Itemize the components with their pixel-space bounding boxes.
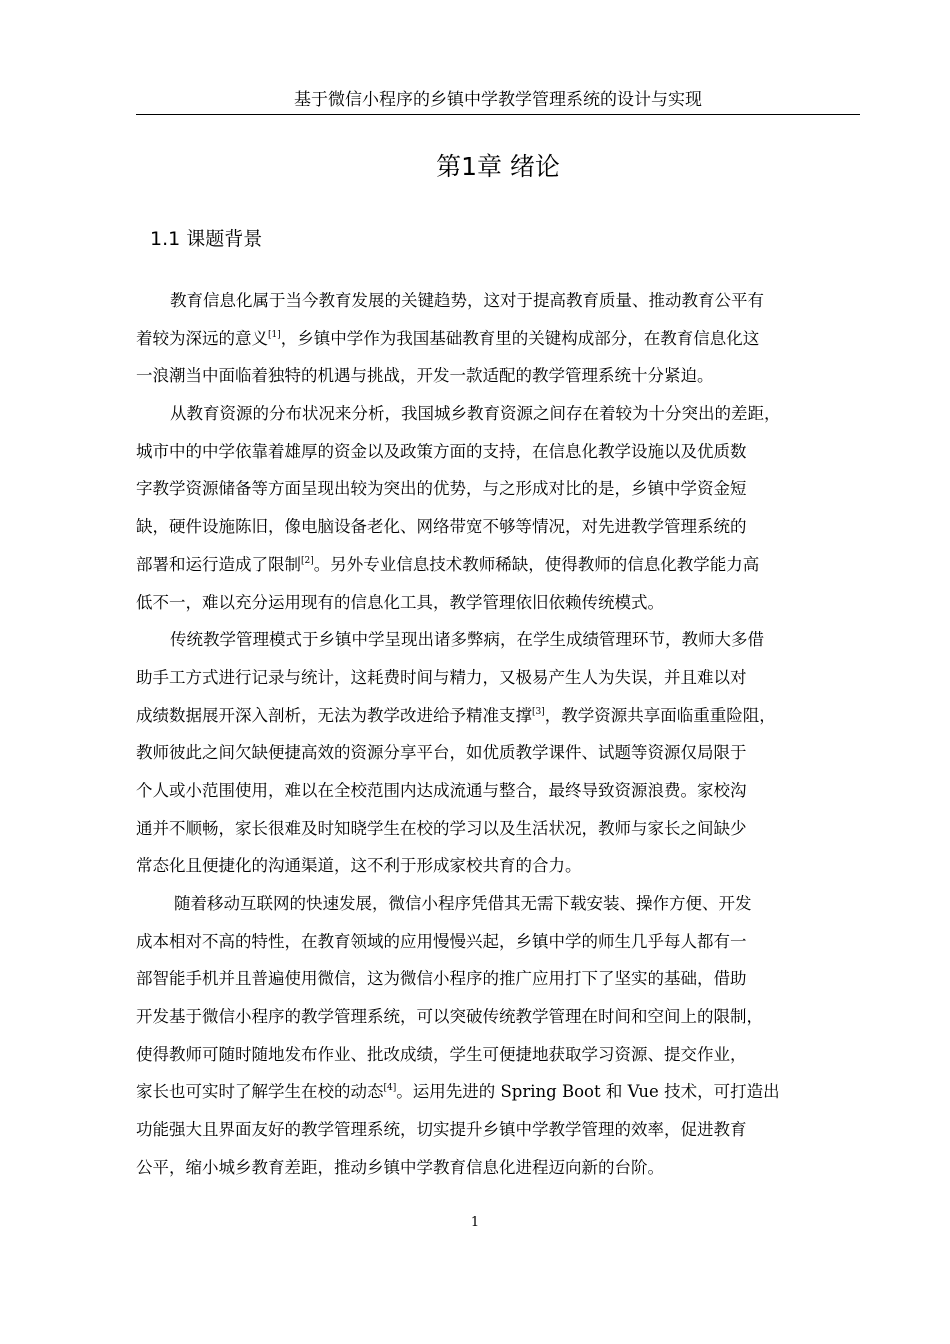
paragraph-line: 部智能手机并且普遍使用微信，这为微信小程序的推广应用打下了坚实的基础，借助 xyxy=(136,969,747,989)
paragraph-line: 成本相对不高的特性，在教育领域的应用慢慢兴起，乡镇中学的师生几乎每人都有一 xyxy=(136,931,747,951)
citation-ref: [2] xyxy=(301,555,314,566)
paragraph-line: 开发基于微信小程序的教学管理系统，可以突破传统教学管理在时间和空间上的限制， xyxy=(136,1007,763,1027)
paragraph-line: 功能强大且界面友好的教学管理系统，切实提升乡镇中学教学管理的效率，促进教育 xyxy=(136,1120,747,1140)
paragraph-line: 成绩数据展开深入剖析，无法为教学改进给予精准支撑[3]，教学资源共享面临重重险阻， xyxy=(136,705,776,725)
citation-ref: [3] xyxy=(532,706,545,717)
paragraph-line: 着较为深远的意义[1]，乡镇中学作为我国基础教育里的关键构成部分，在教育信息化这 xyxy=(136,328,760,348)
paragraph-line: 使得教师可随时随地发布作业、批改成绩，学生可便捷地获取学习资源、提交作业， xyxy=(136,1044,747,1064)
paragraph-line: 助手工方式进行记录与统计，这耗费时间与精力，又极易产生人为失误，并且难以对 xyxy=(136,667,747,687)
paragraph-line: 公平，缩小城乡教育差距，推动乡镇中学教育信息化进程迈向新的台阶。 xyxy=(136,1157,664,1177)
citation-ref: [4] xyxy=(383,1083,397,1094)
page-number: 1 xyxy=(470,1215,480,1230)
paragraph-line: 教师彼此之间欠缺便捷高效的资源分享平台，如优质教学课件、试题等资源仅局限于 xyxy=(136,743,747,763)
paragraph-line: 个人或小范围使用，难以在全校范围内达成流通与整合，最终导致资源浪费。家校沟 xyxy=(136,780,747,800)
running-header: 基于微信小程序的乡镇中学教学管理系统的设计与实现 xyxy=(294,90,702,110)
paragraph-line: 部署和运行造成了限制[2]。另外专业信息技术教师稀缺，使得教师的信息化教学能力高 xyxy=(136,554,760,574)
paragraph-line: 通并不顺畅，家长很难及时知晓学生在校的学习以及生活状况，教师与家长之间缺少 xyxy=(136,818,747,838)
paragraph-line: 一浪潮当中面临着独特的机遇与挑战，开发一款适配的教学管理系统十分紧迫。 xyxy=(136,366,714,386)
paragraph-line: 低不一，难以充分运用现有的信息化工具，教学管理依旧依赖传统模式。 xyxy=(136,592,664,612)
paragraph-line: 常态化且便捷化的沟通渠道，这不利于形成家校共育的合力。 xyxy=(136,856,582,876)
body-text xyxy=(136,282,862,1187)
paragraph-line: 缺，硬件设施陈旧，像电脑设备老化、网络带宽不够等情况，对先进教学管理系统的 xyxy=(136,517,747,537)
paragraph-line: 字教学资源储备等方面呈现出较为突出的优势，与之形成对比的是，乡镇中学资金短 xyxy=(136,479,747,499)
citation-ref: [1] xyxy=(268,329,281,340)
header-rule xyxy=(136,114,860,115)
paragraph-line: 家长也可实时了解学生在校的动态[4]。运用先进的 Spring Boot 和 Vue 技术，可打造出 xyxy=(136,1082,780,1102)
paragraph-line: 传统教学管理模式于乡镇中学呈现出诸多弊病，在学生成绩管理环节，教师大多借 xyxy=(170,630,764,650)
chapter-title: 第1章 绪论 xyxy=(436,152,560,181)
paragraph-line: 教育信息化属于当今教育发展的关键趋势，这对于提高教育质量、推动教育公平有 xyxy=(170,291,764,310)
section-title: 1.1 课题背景 xyxy=(150,228,263,250)
paragraph-line: 从教育资源的分布状况来分析，我国城乡教育资源之间存在着较为十分突出的差距， xyxy=(170,404,781,424)
paragraph-line: 随着移动互联网的快速发展，微信小程序凭借其无需下载安装、操作方便、开发 xyxy=(174,894,752,913)
paragraph-line: 城市中的中学依靠着雄厚的资金以及政策方面的支持，在信息化教学设施以及优质数 xyxy=(136,441,747,461)
